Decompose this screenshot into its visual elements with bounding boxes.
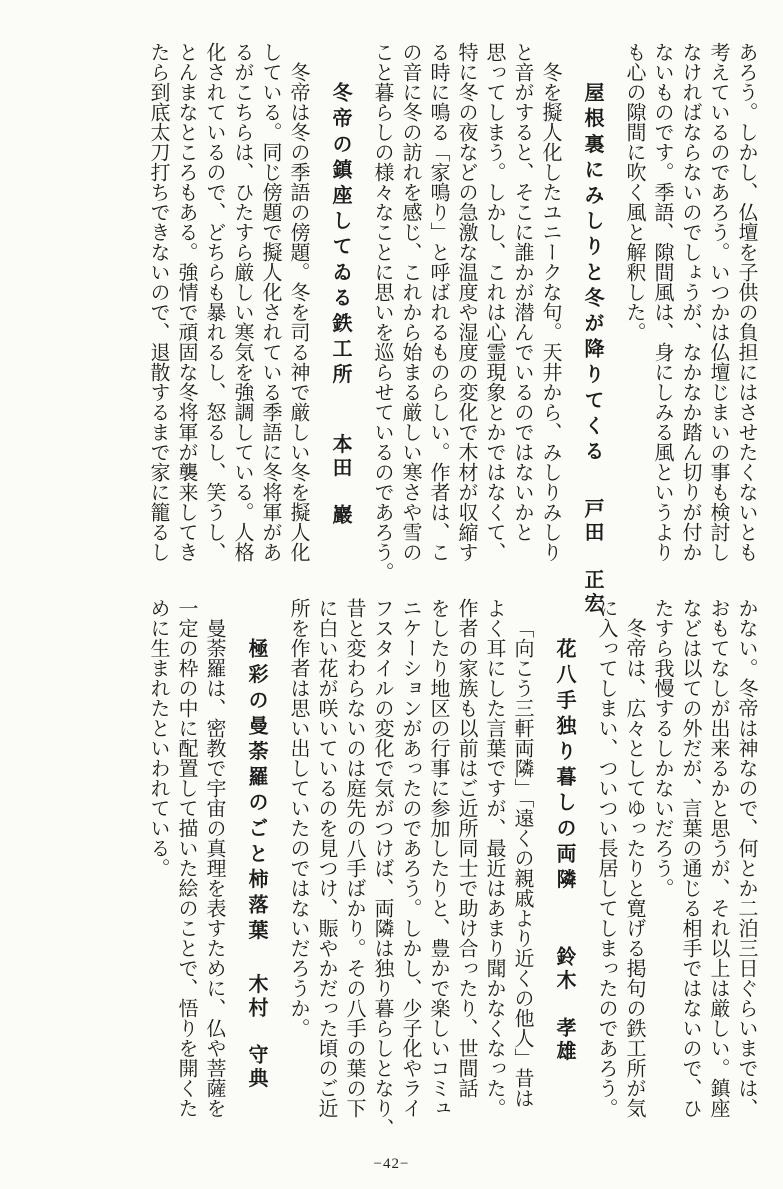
text-line: も心の隙間に吹く風と解釈した。: [623, 42, 647, 342]
text-line: 特に冬の夜などの急激な温度や湿度の変化で木材が収縮す: [455, 42, 479, 562]
text-line: おもてなしが出来るかと思うが、それ以上は厳しい。鎮座: [707, 598, 731, 1118]
text-line: たら到底太刀打ちできないので、退散するまで家に籠るし: [147, 42, 171, 562]
lower-text-block: [22, 598, 761, 1138]
haiku-text: 屋根裏にみしりと冬が降りてくる: [581, 82, 605, 466]
text-line: とんまなところもある。強情で頑固な冬将軍が襲来してき: [175, 42, 199, 562]
text-line: をしたり地区の行事に参加したりと、豊かで楽しいコミュ: [427, 598, 451, 1118]
text-line: かない。冬帝は神なので、何とか二泊三日ぐらいまでは、: [735, 598, 759, 1118]
haiku-text: 冬帝の鎮座してゐる鉄工所: [329, 82, 353, 390]
text-line: たすら我慢するしかないだろう。: [651, 598, 675, 898]
text-line: こと暮らしの様々なことに思いを巡らせているのであろう。: [371, 42, 395, 582]
haiku-heading: [551, 598, 579, 1126]
text-line: 作者の家族も以前はご近所同士で助け合ったり、世間話: [455, 598, 479, 1098]
text-line: 化されているので、どちらも暴れるし、怒るし、笑うし、: [203, 42, 227, 562]
haiku-author: 鈴木 孝雄: [553, 946, 577, 1064]
text-line: 思ってしまう。しかし、これは心霊現象とかではなくて、: [483, 42, 507, 562]
text-line: ニケーションがあったのであろう。しかし、少子化やライ: [399, 598, 423, 1118]
haiku-author: 戸田 正宏: [581, 498, 605, 616]
text-line: 冬帝は、広々としてゆったりと寛げる掲句の鉄工所が気: [623, 618, 647, 1118]
haiku-text: 極彩の曼荼羅のごと柿落葉: [245, 638, 269, 946]
text-line: に入ってしまい、ついつい長居してしまったのであろう。: [595, 598, 619, 1118]
text-line: 「向こう三軒両隣」「遠くの親戚より近くの他人」昔は: [511, 618, 535, 1108]
text-line: よく耳にした言葉ですが、最近はあまり聞かなくなった。: [483, 598, 507, 1118]
text-line: している。同じ傍題で擬人化されている季語に冬将軍があ: [259, 42, 283, 562]
text-line: に白い花が咲いているのを見つけ、賑やかだった頃のご近: [315, 598, 339, 1118]
text-line: あろう。しかし、仏壇を子供の負担にはさせたくないとも: [735, 42, 759, 562]
text-line: なければならないのでしょうが、なかなか踏ん切りが付か: [679, 42, 703, 562]
page-number: −42−: [373, 1156, 410, 1172]
text-line: る時に鳴る「家鳴り」と呼ばれるものらしい。作者は、こ: [427, 42, 451, 562]
text-line: と音がすると、そこに誰かが潜んでいるのではないかと: [511, 42, 535, 542]
text-line: の音に冬の訪れを感じ、これから始まる厳しい寒さや雪の: [399, 42, 423, 562]
text-line: 冬を擬人化したユニークな句。天井から、みしりみしり: [539, 62, 563, 562]
haiku-text: 花八手独り暮しの両隣: [553, 638, 577, 894]
haiku-author: 本田 巖: [329, 433, 353, 528]
text-line: などは以ての外だが、言葉の通じる相手ではないので、ひ: [679, 598, 703, 1118]
text-line: 所を作者は思い出していたのではないだろうか。: [287, 598, 311, 1038]
text-line: 一定の枠の中に配置して描いた絵のことで、悟りを開くた: [175, 598, 199, 1118]
haiku-heading: [579, 42, 607, 616]
text-line: 曼荼羅は、密教で宇宙の真理を表すために、仏や菩薩を: [203, 618, 227, 1118]
haiku-author: 木村 守典: [245, 973, 269, 1092]
text-line: めに生まれたといわれている。: [147, 598, 171, 878]
text-line: フスタイルの変化で気がつけば、両隣は独り暮らしとなり、: [371, 598, 395, 1138]
text-line: 考えているのであろう。いつかは仏壇じまいの事も検討し: [707, 42, 731, 562]
text-line: ないものです。季語、隙間風は、身にしみる風というより: [651, 42, 675, 562]
haiku-heading: [327, 42, 355, 570]
text-line: 昔と変わらないのは庭先の八手ばかり。その八手の葉の下: [343, 598, 367, 1118]
haiku-heading: [243, 598, 271, 1126]
upper-text-block: [22, 42, 761, 616]
text-line: 冬帝は冬の季語の傍題。冬を司る神で厳しい冬を擬人化: [287, 62, 311, 562]
text-line: るがこちらは、ひたすら厳しい寒気を強調している。人格: [231, 42, 255, 562]
